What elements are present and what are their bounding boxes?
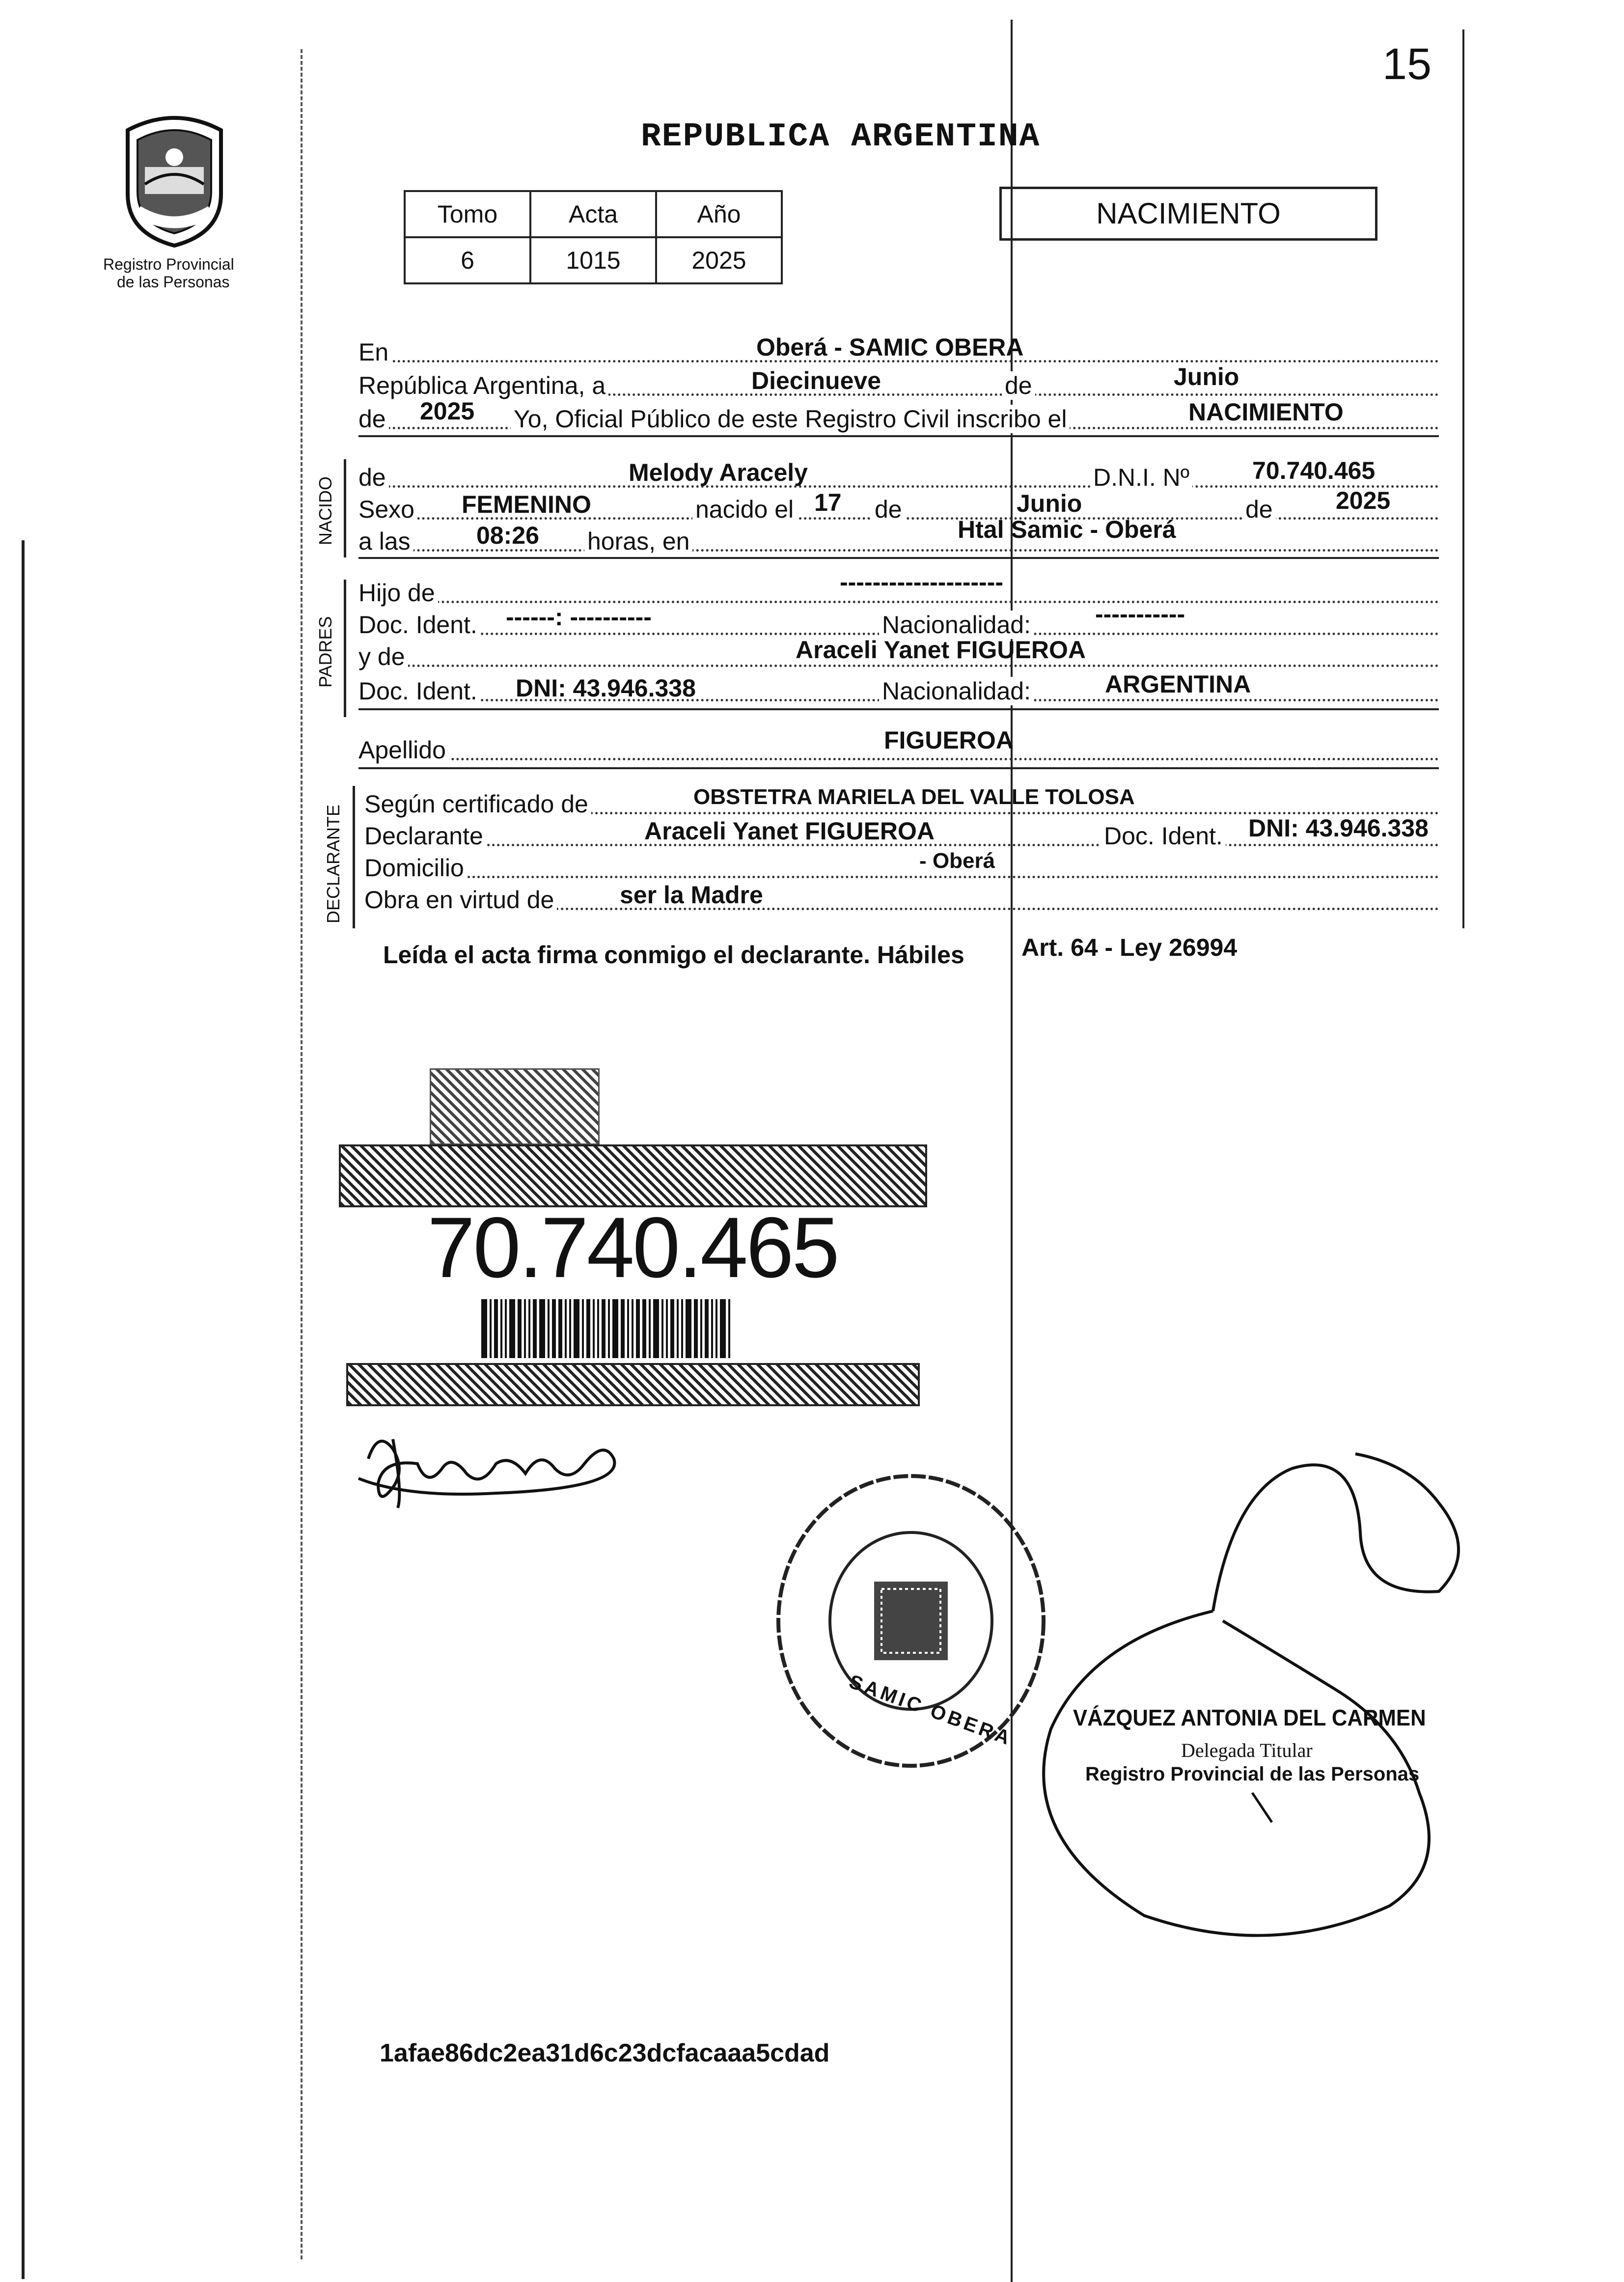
decl-doc-value: DNI: 43.946.338 bbox=[1248, 814, 1429, 842]
en-value: Oberá - SAMIC OBERA bbox=[756, 334, 1024, 361]
barcode-bar bbox=[632, 1299, 633, 1358]
barcode-bar bbox=[602, 1299, 606, 1358]
barcode-bar bbox=[582, 1299, 584, 1358]
logo-caption-2: de las Personas bbox=[117, 273, 230, 291]
birth-month: Junio bbox=[1017, 490, 1082, 517]
row-apellido bbox=[358, 726, 1439, 766]
domicilio-label: Domicilio bbox=[364, 854, 467, 882]
day-value: Diecinueve bbox=[751, 367, 881, 394]
obra-value: ser la Madre bbox=[620, 881, 763, 909]
barcode-bar bbox=[700, 1299, 702, 1358]
security-hologram bbox=[430, 1068, 600, 1145]
obra-label: Obra en virtud de bbox=[364, 886, 557, 914]
left-margin-line bbox=[301, 49, 303, 2259]
stamp-bottom-text: SAMIC OBERA bbox=[846, 1670, 1016, 1750]
barcode-bar bbox=[558, 1299, 562, 1358]
nacido-de2-label: de bbox=[872, 495, 905, 524]
declarante-value: Araceli Yanet FIGUEROA bbox=[644, 817, 935, 845]
dni-label: D.N.I. Nº bbox=[1090, 463, 1192, 492]
row-doc2 bbox=[358, 670, 1439, 707]
barcode-bar bbox=[608, 1299, 610, 1358]
barcode-bar bbox=[661, 1299, 663, 1358]
doc1-value: ------: ---------- bbox=[506, 603, 652, 631]
alas-label: a las bbox=[358, 527, 413, 556]
doc1-label: Doc. Ident. bbox=[358, 611, 480, 639]
record-type-label: NACIMIENTO bbox=[1096, 197, 1281, 230]
barcode-bar bbox=[490, 1299, 492, 1358]
province-logo bbox=[118, 111, 231, 248]
barcode-bar bbox=[494, 1299, 498, 1358]
barcode-bar bbox=[728, 1299, 730, 1358]
nac1-label: Nacionalidad: bbox=[879, 611, 1034, 639]
sticker-band-bottom bbox=[346, 1363, 920, 1406]
row-nacido-name bbox=[358, 457, 1439, 494]
row-declarante bbox=[364, 814, 1439, 852]
barcode-bar bbox=[653, 1299, 659, 1358]
row-en bbox=[358, 334, 1439, 368]
cert-value: OBSTETRA MARIELA DEL VALLE TOLOSA bbox=[693, 785, 1135, 809]
record-type-box bbox=[999, 187, 1377, 241]
nacido-de-label: de bbox=[358, 463, 389, 492]
mother-name: Araceli Yanet FIGUEROA bbox=[796, 636, 1086, 664]
barcode-bar bbox=[500, 1299, 502, 1358]
row-alas bbox=[358, 516, 1439, 557]
table-header-tomo: Tomo bbox=[405, 191, 530, 237]
right-border-line bbox=[1462, 29, 1464, 928]
barcode-bar bbox=[552, 1299, 556, 1358]
id-sticker bbox=[339, 1144, 923, 1405]
yo-text: Yo, Oficial Público de este Registro Civil inscribo el bbox=[511, 405, 1070, 433]
horas-label: horas, en bbox=[584, 527, 692, 556]
yde-label: y de bbox=[358, 642, 408, 671]
row-yde bbox=[358, 636, 1439, 673]
closing-right: Art. 64 - Ley 26994 bbox=[1021, 934, 1238, 961]
barcode-bar bbox=[649, 1299, 651, 1358]
row-domicilio bbox=[364, 849, 1439, 884]
birth-day: 17 bbox=[814, 489, 842, 516]
barcode-bar bbox=[565, 1299, 567, 1358]
apellido-label: Apellido bbox=[358, 736, 449, 764]
barcode-bar bbox=[509, 1299, 515, 1358]
barcode-bar bbox=[481, 1299, 487, 1358]
sticker-number: 70.740.465 bbox=[427, 1200, 838, 1296]
barcode-bar bbox=[597, 1299, 599, 1358]
barcode-bar bbox=[548, 1299, 550, 1358]
barcode-bar bbox=[533, 1299, 537, 1358]
barcode-bar bbox=[720, 1299, 726, 1358]
barcode-bar bbox=[505, 1299, 507, 1358]
barcode-bar bbox=[524, 1299, 526, 1358]
de2-label: de bbox=[358, 405, 389, 433]
declarant-signature bbox=[349, 1419, 624, 1513]
nac1-value: ----------- bbox=[1095, 600, 1185, 628]
official-name: VÁZQUEZ ANTONIA DEL CARMEN bbox=[1073, 1705, 1426, 1730]
republica-label: República Argentina, a bbox=[358, 371, 608, 400]
page-number: 15 bbox=[1382, 40, 1432, 89]
nacido-section-label: NACIDO bbox=[315, 476, 335, 545]
barcode-icon bbox=[481, 1299, 791, 1358]
nacido-de3-label: de bbox=[1242, 495, 1276, 524]
nacido-el-label: nacido el bbox=[692, 495, 797, 524]
row-republica bbox=[358, 363, 1439, 402]
official-stamp bbox=[771, 1469, 1051, 1773]
barcode-bar bbox=[574, 1299, 579, 1358]
sexo-value: FEMENINO bbox=[462, 491, 591, 518]
closing-left: Leída el acta firma conmigo el declarante. Hábiles bbox=[383, 941, 964, 969]
official-role: Delegada Titular bbox=[1181, 1739, 1313, 1761]
row-obra bbox=[364, 881, 1439, 916]
cert-label: Según certificado de bbox=[364, 790, 591, 818]
birth-year: 2025 bbox=[1336, 487, 1391, 514]
logo-caption-1: Registro Provincial bbox=[103, 255, 234, 273]
sexo-label: Sexo bbox=[358, 495, 417, 524]
barcode-bar bbox=[642, 1299, 646, 1358]
birth-time: 08:26 bbox=[476, 522, 539, 549]
mother-dni: DNI: 43.946.338 bbox=[516, 674, 696, 702]
row-yo bbox=[358, 397, 1439, 435]
barcode-bar bbox=[677, 1299, 679, 1358]
month-value: Junio bbox=[1174, 363, 1239, 390]
child-name: Melody Aracely bbox=[629, 459, 808, 486]
barcode-bar bbox=[528, 1299, 530, 1358]
mother-nationality: ARGENTINA bbox=[1105, 670, 1251, 698]
sticker-band-top bbox=[339, 1144, 927, 1207]
hijo-label: Hijo de bbox=[358, 579, 438, 607]
nac2-label: Nacionalidad: bbox=[879, 677, 1034, 705]
doc2-label: Doc. Ident. bbox=[358, 677, 480, 705]
barcode-bar bbox=[518, 1299, 522, 1358]
barcode-bar bbox=[681, 1299, 683, 1358]
barcode-bar bbox=[716, 1299, 717, 1358]
inscribo-value: NACIMIENTO bbox=[1188, 398, 1344, 426]
barcode-bar bbox=[627, 1299, 629, 1358]
apellido-value: FIGUEROA bbox=[884, 726, 1014, 754]
table-value-tomo: 6 bbox=[405, 237, 530, 283]
table-value-anio: 2025 bbox=[656, 237, 782, 283]
table-value-acta: 1015 bbox=[530, 237, 656, 283]
official-org: Registro Provincial de las Personas bbox=[1085, 1763, 1420, 1785]
barcode-bar bbox=[586, 1299, 590, 1358]
barcode-bar bbox=[593, 1299, 595, 1358]
official-signature bbox=[1017, 1434, 1468, 1960]
barcode-bar bbox=[569, 1299, 571, 1358]
year-value: 2025 bbox=[420, 397, 475, 425]
table-header-anio: Año bbox=[656, 191, 782, 237]
declarante-section-label: DECLARANTE bbox=[323, 804, 343, 923]
barcode-bar bbox=[539, 1299, 545, 1358]
barcode-bar bbox=[666, 1299, 668, 1358]
record-table bbox=[404, 190, 783, 284]
barcode-bar bbox=[694, 1299, 698, 1358]
en-label: En bbox=[358, 338, 391, 366]
barcode-bar bbox=[636, 1299, 640, 1358]
page-title: REPUBLICA ARGENTINA bbox=[641, 118, 1041, 156]
misiones-seal-icon bbox=[118, 111, 231, 248]
birth-place: Htal Samic - Oberá bbox=[958, 516, 1176, 543]
hijo-value: -------------------- bbox=[840, 568, 1004, 596]
table-header-acta: Acta bbox=[530, 191, 656, 237]
barcode-bar bbox=[705, 1299, 709, 1358]
de-label: de bbox=[1002, 371, 1035, 400]
padres-section-label: PADRES bbox=[315, 616, 335, 688]
domicilio-value: - Oberá bbox=[919, 849, 995, 873]
document-hash: 1afae86dc2ea31d6c23dcfacaaa5cdad bbox=[380, 2039, 830, 2067]
outer-left-edge bbox=[22, 540, 25, 2279]
barcode-bar bbox=[711, 1299, 713, 1358]
barcode-bar bbox=[612, 1299, 618, 1358]
declarante-label: Declarante bbox=[364, 822, 486, 850]
child-dni: 70.740.465 bbox=[1252, 457, 1376, 484]
barcode-bar bbox=[686, 1299, 691, 1358]
barcode-bar bbox=[670, 1299, 674, 1358]
barcode-bar bbox=[621, 1299, 625, 1358]
decl-doc-label: Doc. Ident. bbox=[1101, 822, 1226, 850]
